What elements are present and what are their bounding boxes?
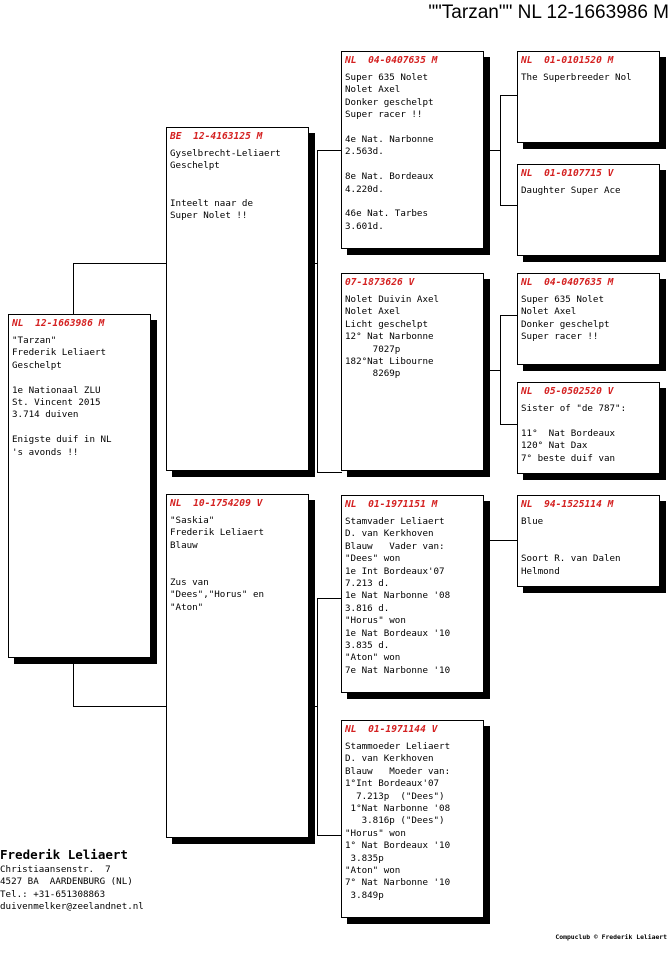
pedigree-text-line: "Saskia" (170, 515, 215, 526)
pedigree-text-line: 1°Nat Narbonne '08 (345, 803, 451, 815)
pedigree-text-line: 1° Nat Bordeaux '10 (345, 840, 451, 852)
pedigree-text-line (345, 159, 479, 171)
footer-credit: Compuclub © Frederik Leliaert (555, 933, 667, 941)
pedigree-text-line (170, 173, 304, 185)
pedigree-text-line: Stammoeder Leliaert (345, 741, 451, 752)
pedigree-title: ""Tarzan"" NL 12-1663986 M (428, 2, 669, 23)
great-grandparent-card (517, 164, 660, 256)
ring-number: NL 01-0101520 M (521, 55, 614, 66)
pedigree-text-line: "Tarzan" (12, 335, 57, 346)
connector-line (500, 315, 501, 424)
pedigree-text-line: Donker geschelpt (345, 96, 434, 108)
pedigree-text-line (12, 422, 146, 434)
pedigree-text-line: Blauw (170, 539, 198, 551)
ring-number: NL 05-0502520 V (521, 386, 614, 397)
pedigree-text-line: 7027p (345, 343, 401, 355)
ring-number: NL 04-0407635 M (521, 277, 614, 288)
pedigree-text-line: 7.213p ("Dees") (345, 790, 445, 802)
pedigree-text-line: Soort R. van Dalen (521, 553, 621, 565)
owner-address-line: Christiaansenstr. 7 (0, 864, 111, 875)
pedigree-text-line: 1e Nat Narbonne '08 (345, 590, 451, 602)
owner-email: duivenmelker@zeelandnet.nl (0, 901, 144, 913)
ring-number: NL 10-1754209 V (170, 498, 263, 509)
pedigree-text-line (521, 415, 655, 427)
pedigree-text-line: Frederik Leliaert (12, 347, 107, 359)
connector-line (484, 370, 500, 371)
dam-card (166, 494, 309, 838)
pedigree-text-line: D. van Kerkhoven (345, 528, 434, 540)
pedigree-text-line: 7e Nat Narbonne '10 (345, 664, 451, 676)
pedigree-text-line: Super Nolet !! (170, 210, 248, 221)
ring-number: 07-1873626 V (345, 277, 415, 288)
subject-pigeon-card (8, 314, 151, 658)
pedigree-text-line: Enigste duif in NL (12, 434, 112, 446)
great-grandparent-card (517, 382, 660, 474)
pedigree-text-line: 46e Nat. Tarbes (345, 208, 428, 220)
pedigree-text-line: D. van Kerkhoven (345, 753, 434, 765)
connector-line (500, 95, 518, 96)
owner-phone: Tel.: +31-651308863 (0, 888, 106, 900)
sire-dam-card (341, 273, 484, 471)
connector-line (73, 263, 74, 315)
connector-line (317, 835, 342, 836)
pedigree-text-line: Frederik Leliaert (170, 527, 265, 539)
pedigree-text-line: Sister of "de 787": (521, 403, 627, 414)
connector-line (317, 150, 318, 472)
pedigree-text-line: "Aton" (170, 601, 204, 613)
pedigree-text-line: Zus van (170, 577, 209, 588)
connector-line (309, 706, 317, 707)
great-grandparent-card (517, 495, 660, 587)
pedigree-text-line: 8e Nat. Bordeaux (345, 171, 434, 183)
pedigree-text-line: Nolet Axel (345, 84, 401, 96)
pedigree-text-line: St. Vincent 2015 (12, 397, 101, 409)
connector-line (500, 424, 518, 425)
pedigree-text-line (12, 372, 146, 384)
pedigree-text-line: 1e Nationaal ZLU (12, 384, 101, 396)
pedigree-text-line: 3.601d. (345, 220, 384, 232)
pedigree-text-line: 8269p (345, 368, 401, 380)
pedigree-text-line: 120° Nat Dax (521, 440, 588, 452)
pedigree-text-line: Licht geschelpt (345, 318, 428, 330)
connector-line (317, 472, 342, 473)
pedigree-text-line: Donker geschelpt (521, 318, 610, 330)
sire-card (166, 127, 309, 471)
pedigree-text-line (170, 185, 304, 197)
connector-line (73, 263, 167, 264)
connector-line (484, 150, 500, 151)
connector-line (317, 598, 342, 599)
pedigree-text-line: 7° beste duif van (521, 452, 616, 464)
great-grandparent-card (517, 273, 660, 365)
ring-number: NL 94-1525114 M (521, 499, 614, 510)
pedigree-text-line: Geschelpt (170, 160, 220, 172)
pedigree-text-line: Nolet Duivin Axel (345, 294, 440, 305)
connector-line (500, 95, 501, 205)
connector-line (309, 263, 317, 264)
pedigree-text-line: "Horus" won (345, 827, 406, 839)
connector-line (73, 706, 167, 707)
ring-number: NL 12-1663986 M (12, 318, 105, 329)
pedigree-text-line: 3.816p ("Dees") (345, 815, 445, 827)
pedigree-text-line: "Aton" won (345, 865, 401, 877)
great-grandparent-card (517, 51, 660, 143)
pedigree-text-line: 3.816 d. (345, 602, 390, 614)
pedigree-text-line: Inteelt naar de (170, 197, 253, 209)
dam-dam-card (341, 720, 484, 918)
pedigree-text-line: 1e Nat Bordeaux '10 (345, 627, 451, 639)
pedigree-text-line: Helmond (521, 565, 560, 577)
owner-address-line: 4527 BA AARDENBURG (NL) (0, 876, 133, 888)
pedigree-text-line: 3.714 duiven (12, 409, 79, 421)
pedigree-text-line: Super 635 Nolet (345, 72, 428, 83)
pedigree-text-line: Geschelpt (12, 359, 62, 371)
pedigree-text-line: Nolet Axel (521, 306, 577, 318)
pedigree-text-line: "Horus" won (345, 615, 406, 627)
ring-number: NL 01-1971144 V (345, 724, 438, 735)
pedigree-text-line: Stamvader Leliaert (345, 516, 445, 527)
pedigree-text-line: Super 635 Nolet (521, 294, 604, 305)
pedigree-text-line: Super racer !! (521, 331, 599, 343)
ring-number: NL 04-0407635 M (345, 55, 438, 66)
pedigree-text-line: "Aton" won (345, 652, 401, 664)
connector-line (484, 540, 518, 541)
pedigree-text-line: 1°Int Bordeaux'07 (345, 778, 440, 790)
pedigree-text-line: The Superbreeder Nol (521, 72, 632, 83)
connector-line (73, 662, 74, 706)
pedigree-text-line (345, 196, 479, 208)
ring-number: NL 01-0107715 V (521, 168, 614, 179)
owner-name: Frederik Leliaert (0, 847, 128, 862)
pedigree-text-line: 11° Nat Bordeaux (521, 427, 616, 439)
ring-number: NL 01-1971151 M (345, 499, 438, 510)
pedigree-text-line: 's avonds !! (12, 446, 79, 458)
pedigree-text-line: 7° Nat Narbonne '10 (345, 877, 451, 889)
connector-line (317, 598, 318, 835)
pedigree-text-line: 7.213 d. (345, 578, 390, 590)
dam-sire-card (341, 495, 484, 693)
pedigree-text-line: Blauw Moeder van: (345, 765, 451, 777)
ring-number: BE 12-4163125 M (170, 131, 263, 142)
pedigree-text-line (521, 528, 655, 540)
pedigree-text-line: 4e Nat. Narbonne (345, 134, 434, 146)
connector-line (500, 315, 518, 316)
pedigree-text-line: "Dees" won (345, 553, 401, 565)
pedigree-text-line: Super racer !! (345, 109, 423, 121)
pedigree-text-line (521, 541, 655, 553)
pedigree-text-line: 4.220d. (345, 183, 384, 195)
pedigree-text-line: Blue (521, 516, 544, 527)
owner-info (0, 846, 200, 914)
pedigree-text-line: 2.563d. (345, 146, 384, 158)
pedigree-text-line (345, 122, 479, 134)
pedigree-text-line: 3.835 d. (345, 640, 390, 652)
pedigree-text-line: Blauw Vader van: (345, 540, 445, 552)
pedigree-text-line: "Dees","Horus" en (170, 589, 265, 601)
pedigree-text-line: 3.849p (345, 889, 384, 901)
pedigree-text-line (170, 565, 304, 577)
pedigree-text-line: 12° Nat Narbonne (345, 331, 434, 343)
connector-line (500, 205, 518, 206)
pedigree-text-line: Nolet Axel (345, 306, 401, 318)
connector-line (317, 150, 342, 151)
pedigree-text-line: Daughter Super Ace (521, 185, 621, 196)
sire-sire-card (341, 51, 484, 249)
pedigree-text-line: 182°Nat Libourne (345, 356, 434, 368)
pedigree-text-line: Gyselbrecht-Leliaert (170, 148, 281, 159)
pedigree-text-line: 3.835p (345, 852, 384, 864)
pedigree-text-line: 1e Int Bordeaux'07 (345, 565, 445, 577)
pedigree-text-line (170, 552, 304, 564)
